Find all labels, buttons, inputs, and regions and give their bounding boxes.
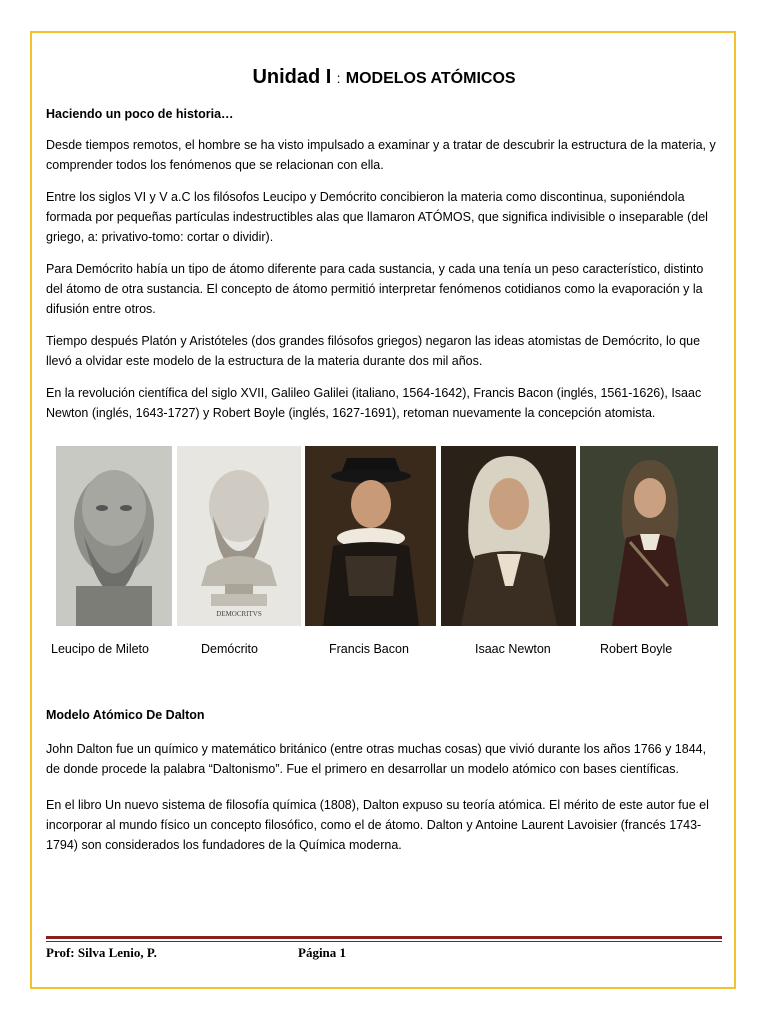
section-heading-historia: Haciendo un poco de historia… [46, 107, 234, 121]
dalton-section [46, 739, 722, 867]
leucipo-portrait [56, 446, 172, 626]
footer-rule [46, 936, 722, 939]
caption-democrito: Demócrito [201, 642, 258, 656]
title-subtitle: MODELOS ATÓMICOS [345, 70, 516, 87]
robert-boyle-portrait [580, 446, 718, 626]
title-separator: : [336, 70, 341, 86]
francis-bacon-portrait [305, 446, 436, 626]
bust-inscription: DEMOCRITVS [216, 610, 262, 618]
caption-robert-boyle: Robert Boyle [600, 642, 673, 656]
paragraph: Para Demócrito había un tipo de átomo diferente para cada sustancia, y cada una tenía un peso característico, distinto del átomo de otra sustancia. El concepto de átomo permitió interpretar fenómenos cotidianos como la evaporación y la difusión entre otros. [46, 262, 704, 316]
paragraph: Entre los siglos VI y V a.C los filósofos Leucipo y Demócrito concibieron la materia como discontinua, suponiéndola formada por pequeñas partículas indestructibles alas que llamaron ATÓMOS, que significa indivisible o inseparable (del griego, a: privativo-tomo: cortar o dividir). [46, 190, 708, 244]
caption-francis-bacon: Francis Bacon [329, 642, 409, 656]
paragraph: Desde tiempos remotos, el hombre se ha visto impulsado a examinar y a tratar de descubrir la estructura de la materia, y comprender todos los fenómenos que se relacionan con ella. [46, 138, 716, 172]
democrito-portrait [177, 446, 301, 626]
page-title [46, 66, 722, 89]
isaac-newton-portrait [441, 446, 576, 626]
paragraph: En la revolución científica del siglo XVII, Galileo Galilei (italiano, 1564-1642), Francis Bacon (inglés, 1561-1626), Isaac Newton (inglés, 1643-1727) y Robert Boyle (inglés, 1627-1691), retoman nuevamente la concepción atomista. [46, 386, 702, 420]
paragraph: John Dalton fue un químico y matemático británico (entre otras muchas cosas) que vivió durante los años 1766 y 1844, de donde procede la palabra “Daltonismo”. Fue el primero en desarrollar un modelo atómico con bases científicas. [46, 742, 707, 776]
paragraph: En el libro Un nuevo sistema de filosofía química (1808), Dalton expuso su teoría atómica. El mérito de este autor fue el incorporar al mundo físico un concepto filosófico, como el de átomo. Dalton y Antoine Laurent Lavoisier (francés 1743-1794) son considerados los fundadores de la Química moderna. [46, 798, 709, 852]
title-main: Unidad I [252, 66, 332, 88]
footer-page-number: Página 1 [298, 945, 347, 960]
section-heading-dalton: Modelo Atómico De Dalton [46, 708, 205, 722]
main-content [46, 66, 722, 435]
caption-leucipo: Leucipo de Mileto [51, 642, 149, 656]
portrait-gallery [56, 446, 718, 626]
footer-rule-thin [46, 941, 722, 942]
footer-author: Prof: Silva Lenio, P. [46, 945, 157, 960]
caption-isaac-newton: Isaac Newton [475, 642, 551, 656]
paragraph: Tiempo después Platón y Aristóteles (dos grandes filósofos griegos) negaron las ideas atomistas de Demócrito, lo que llevó a olvidar este modelo de la estructura de la materia durante dos mil años. [46, 334, 701, 368]
